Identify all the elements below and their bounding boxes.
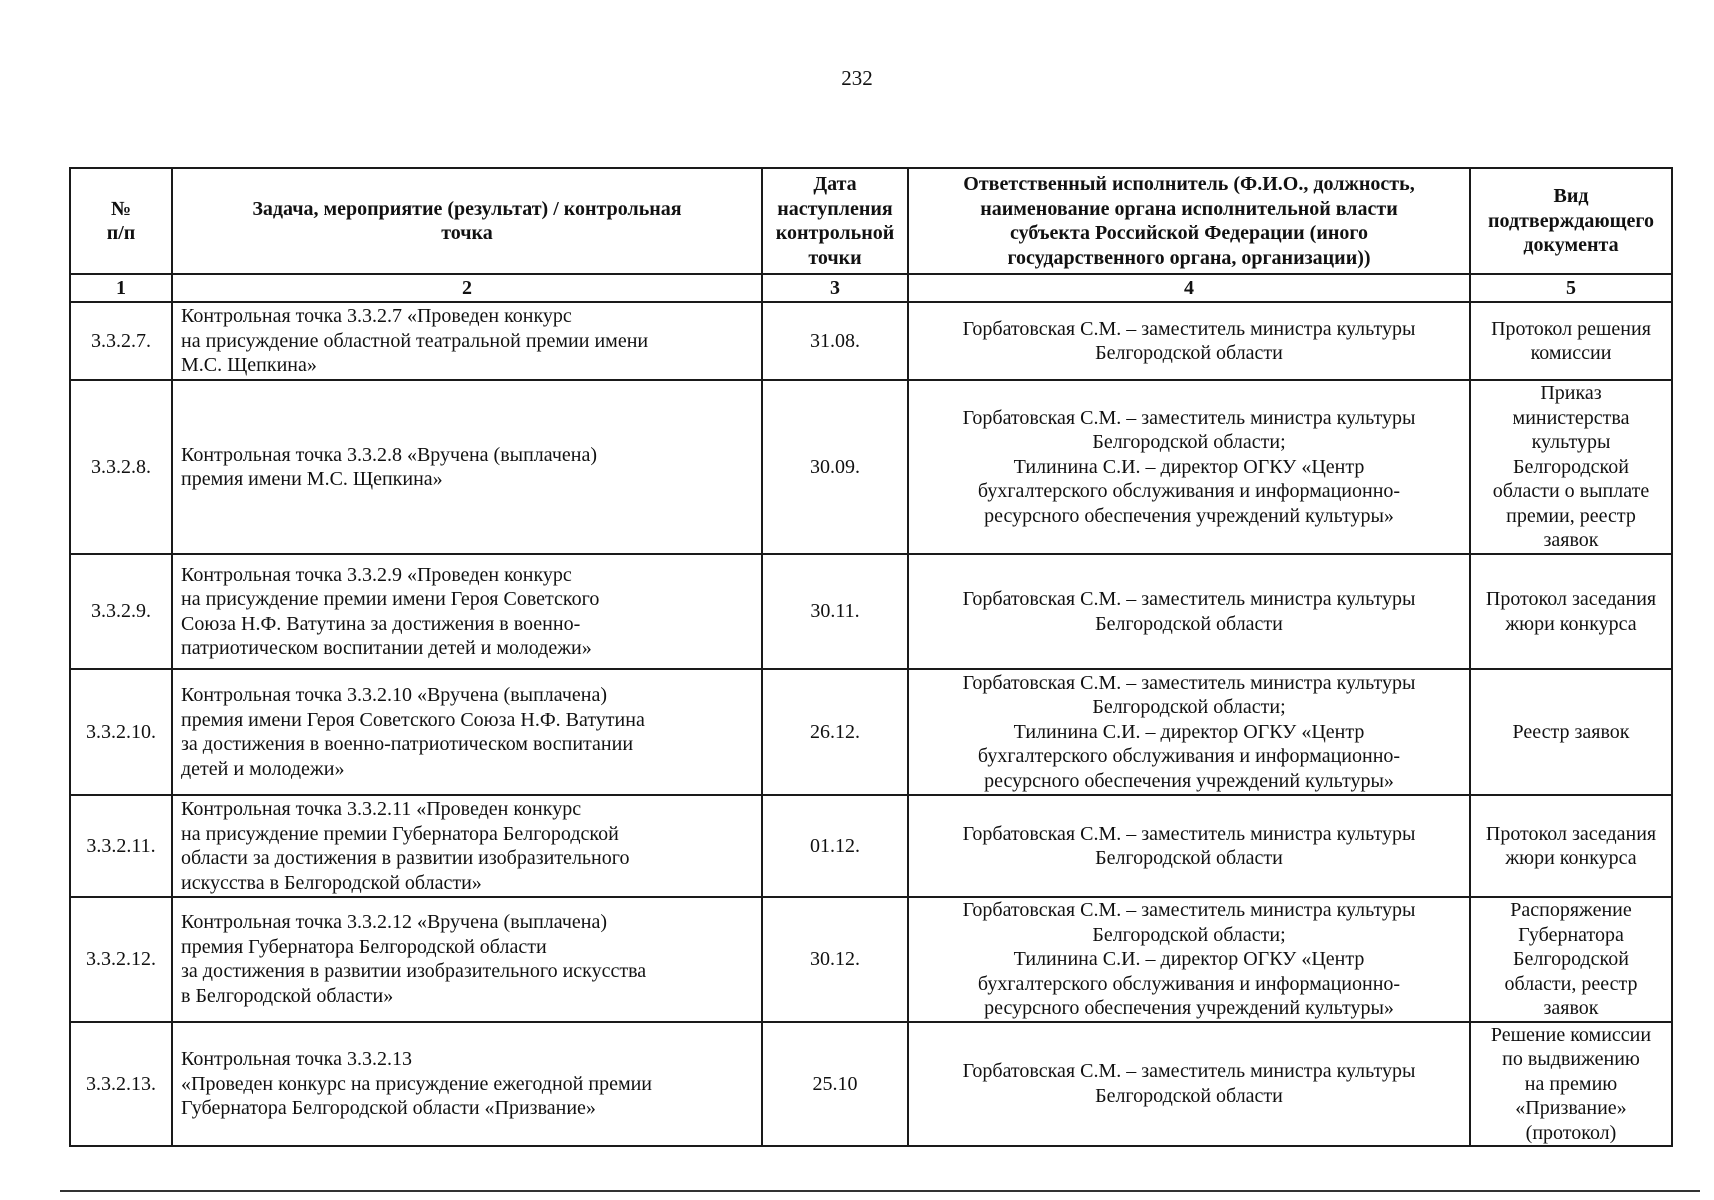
row-task: Контрольная точка 3.3.2.10 «Вручена (выплачена) премия имени Героя Советского Союза Н.Ф. Ватутина за достижения в военно-патриотическом воспитании детей и молодежи»	[172, 669, 762, 795]
column-numbers-row	[70, 274, 1672, 302]
row-executor: Горбатовская С.М. – заместитель министра культуры Белгородской области; Тилинина С.И. – директор ОГКУ «Центр бухгалтерского обслуживания и информационно- ресурсного обеспечения учреждений культуры»	[908, 669, 1470, 795]
bottom-rule	[60, 1190, 1700, 1192]
row-date: 01.12.	[762, 795, 908, 897]
header-date: Дата наступления контрольной точки	[762, 168, 908, 274]
row-document: Распоряжение Губернатора Белгородской области, реестр заявок	[1470, 897, 1672, 1022]
row-executor: Горбатовская С.М. – заместитель министра культуры Белгородской области	[908, 302, 1470, 380]
table-row	[70, 302, 1672, 380]
control-points-table	[69, 167, 1673, 1147]
row-task: Контрольная точка 3.3.2.13 «Проведен конкурс на присуждение ежегодной премии Губернатора Белгородской области «Призвание»	[172, 1022, 762, 1147]
table-row	[70, 554, 1672, 669]
row-date: 30.12.	[762, 897, 908, 1022]
row-executor: Горбатовская С.М. – заместитель министра культуры Белгородской области; Тилинина С.И. – директор ОГКУ «Центр бухгалтерского обслуживания и информационно- ресурсного обеспечения учреждений культуры»	[908, 380, 1470, 554]
header-number: № п/п	[70, 168, 172, 274]
table-row	[70, 795, 1672, 897]
table-row	[70, 669, 1672, 795]
header-executor: Ответственный исполнитель (Ф.И.О., должность, наименование органа исполнительной власти субъекта Российской Федерации (иного государственного органа, организации))	[908, 168, 1470, 274]
row-document: Приказ министерства культуры Белгородской области о выплате премии, реестр заявок	[1470, 380, 1672, 554]
column-number: 3	[762, 274, 908, 302]
row-document: Решение комиссии по выдвижению на премию «Призвание» (протокол)	[1470, 1022, 1672, 1147]
column-number: 5	[1470, 274, 1672, 302]
row-executor: Горбатовская С.М. – заместитель министра культуры Белгородской области	[908, 795, 1470, 897]
row-number: 3.3.2.7.	[70, 302, 172, 380]
row-document: Протокол заседания жюри конкурса	[1470, 554, 1672, 669]
column-number: 1	[70, 274, 172, 302]
row-date: 26.12.	[762, 669, 908, 795]
header-task: Задача, мероприятие (результат) / контрольная точка	[172, 168, 762, 274]
row-number: 3.3.2.8.	[70, 380, 172, 554]
row-executor: Горбатовская С.М. – заместитель министра культуры Белгородской области; Тилинина С.И. – директор ОГКУ «Центр бухгалтерского обслуживания и информационно- ресурсного обеспечения учреждений культуры»	[908, 897, 1470, 1022]
row-date: 25.10	[762, 1022, 908, 1147]
row-task: Контрольная точка 3.3.2.7 «Проведен конкурс на присуждение областной театральной премии имени М.С. Щепкина»	[172, 302, 762, 380]
table-row	[70, 897, 1672, 1022]
row-document: Протокол решения комиссии	[1470, 302, 1672, 380]
table-header-row	[70, 168, 1672, 274]
table-row	[70, 380, 1672, 554]
row-task: Контрольная точка 3.3.2.11 «Проведен конкурс на присуждение премии Губернатора Белгородской области за достижения в развитии изобразительного искусства в Белгородской области»	[172, 795, 762, 897]
row-document: Реестр заявок	[1470, 669, 1672, 795]
table-row	[70, 1022, 1672, 1147]
header-document: Вид подтверждающего документа	[1470, 168, 1672, 274]
row-number: 3.3.2.11.	[70, 795, 172, 897]
row-date: 30.11.	[762, 554, 908, 669]
column-number: 2	[172, 274, 762, 302]
row-document: Протокол заседания жюри конкурса	[1470, 795, 1672, 897]
row-date: 31.08.	[762, 302, 908, 380]
row-date: 30.09.	[762, 380, 908, 554]
row-number: 3.3.2.10.	[70, 669, 172, 795]
row-number: 3.3.2.13.	[70, 1022, 172, 1147]
row-task: Контрольная точка 3.3.2.12 «Вручена (выплачена) премия Губернатора Белгородской области за достижения в развитии изобразительного искусства в Белгородской области»	[172, 897, 762, 1022]
column-number: 4	[908, 274, 1470, 302]
page-number: 232	[841, 66, 873, 90]
row-task: Контрольная точка 3.3.2.8 «Вручена (выплачена) премия имени М.С. Щепкина»	[172, 380, 762, 554]
row-number: 3.3.2.9.	[70, 554, 172, 669]
row-executor: Горбатовская С.М. – заместитель министра культуры Белгородской области	[908, 1022, 1470, 1147]
row-task: Контрольная точка 3.3.2.9 «Проведен конкурс на присуждение премии имени Героя Советского Союза Н.Ф. Ватутина за достижения в военно- патриотическом воспитании детей и молодежи»	[172, 554, 762, 669]
row-executor: Горбатовская С.М. – заместитель министра культуры Белгородской области	[908, 554, 1470, 669]
row-number: 3.3.2.12.	[70, 897, 172, 1022]
